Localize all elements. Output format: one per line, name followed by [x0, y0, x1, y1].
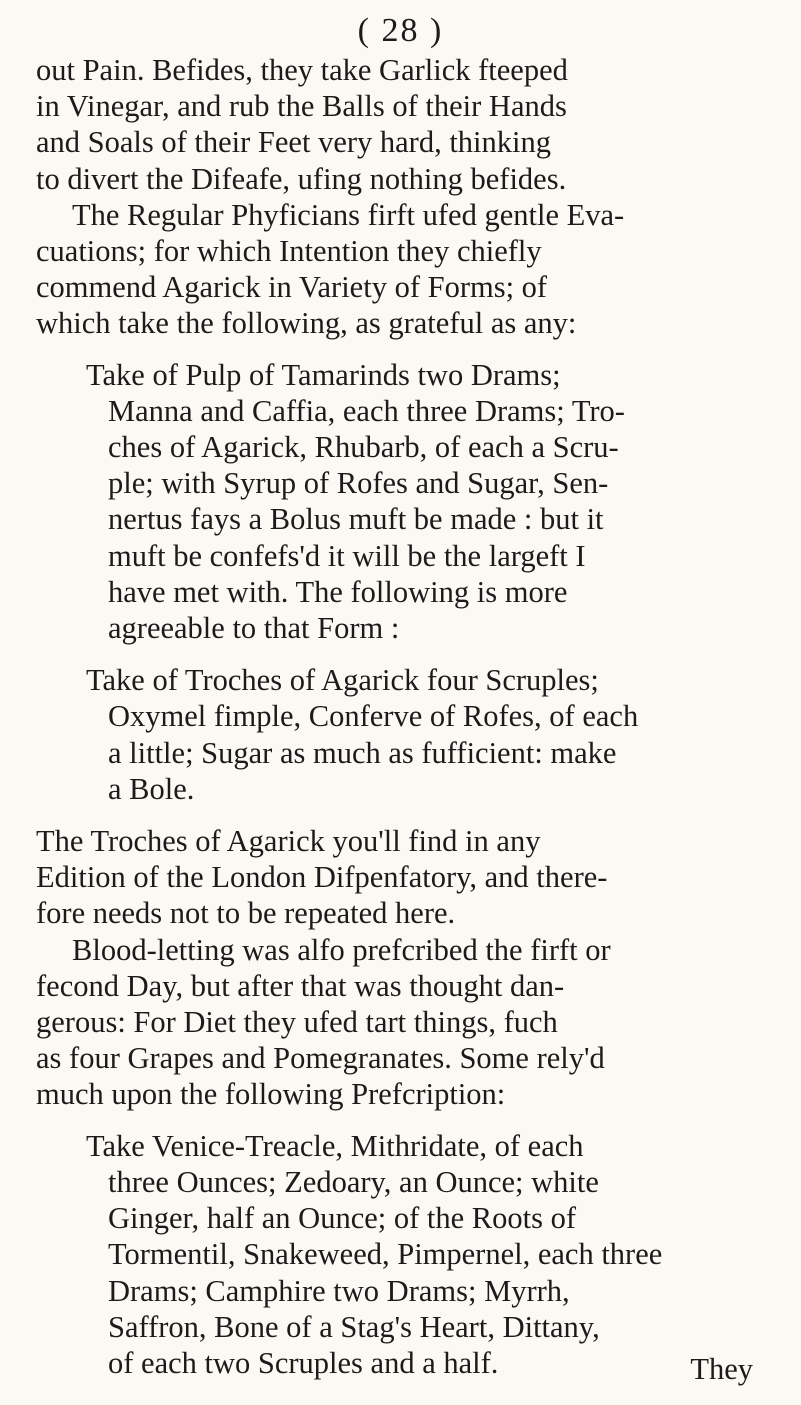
text-line: which take the following, as grateful as any: [36, 306, 577, 341]
page-number: ( 28 ) [357, 12, 444, 49]
text-line: gerous: For Diet they ufed tart things, fuch [36, 1005, 558, 1040]
prescription-venice-treacle [36, 1128, 776, 1381]
text-line: Manna and Caffia, each three Drams; Tro- [108, 393, 625, 428]
text-line: nertus fays a Bolus muft be made : but it [108, 502, 604, 537]
text-line: fore needs not to be repeated here. [36, 896, 456, 931]
text-line: Ginger, half an Ounce; of the Roots of [108, 1201, 577, 1236]
text-line: Saffron, Bone of a Stag's Heart, Dittany, [108, 1309, 600, 1344]
paragraph-troches [36, 823, 776, 1113]
text-line: The Regular Phyficians firft ufed gentle Eva- [72, 197, 625, 232]
text-line: as four Grapes and Pomegranates. Some rely'd [36, 1041, 605, 1076]
text-line: Oxymel fimple, Conferve of Rofes, of each [108, 699, 639, 734]
text-line: and Soals of their Feet very hard, thinking [36, 125, 552, 160]
text-line: a Bole. [108, 771, 195, 806]
text-line: cuations; for which Intention they chiefly [36, 234, 542, 269]
prescription-tamarinds [36, 357, 776, 647]
text-line: to divert the Difeafe, ufing nothing befides. [36, 161, 567, 196]
text-line: The Troches of Agarick you'll find in any [36, 824, 541, 859]
text-line: Blood-letting was alfo prefcribed the firft or [72, 932, 611, 967]
text-line: much upon the following Prefcription: [36, 1077, 506, 1112]
text-line: Tormentil, Snakeweed, Pimpernel, each three [108, 1237, 663, 1272]
text-line: agreeable to that Form : [108, 611, 400, 646]
prescription-agarick-bole [36, 662, 776, 807]
text-line: muft be confefs'd it will be the largeft I [108, 538, 586, 573]
text-line: commend Agarick in Variety of Forms; of [36, 270, 548, 305]
page-body [36, 52, 776, 1397]
text-line: fecond Day, but after that was thought dan- [36, 968, 565, 1003]
text-line: of each two Scruples and a half. [108, 1345, 499, 1380]
catchword: They [690, 1352, 753, 1386]
text-line: a little; Sugar as much as fufficient: make [108, 735, 617, 770]
text-line: ches of Agarick, Rhubarb, of each a Scru- [108, 430, 619, 465]
text-line: Take Venice-Treacle, Mithridate, of each [86, 1128, 584, 1163]
text-line: Take of Troches of Agarick four Scruples; [86, 663, 599, 698]
text-line: Drams; Camphire two Drams; Myrrh, [108, 1273, 570, 1308]
text-line: Take of Pulp of Tamarinds two Drams; [86, 357, 561, 392]
text-line: three Ounces; Zedoary, an Ounce; white [108, 1164, 599, 1199]
text-line: Edition of the London Difpenfatory, and there- [36, 860, 608, 895]
text-line: in Vinegar, and rub the Balls of their Hands [36, 89, 567, 124]
text-line: out Pain. Befides, they take Garlick fteeped [36, 53, 568, 87]
text-line: ple; with Syrup of Rofes and Sugar, Sen- [108, 466, 609, 501]
text-line: have met with. The following is more [108, 574, 568, 609]
paragraph-opening [36, 52, 776, 342]
